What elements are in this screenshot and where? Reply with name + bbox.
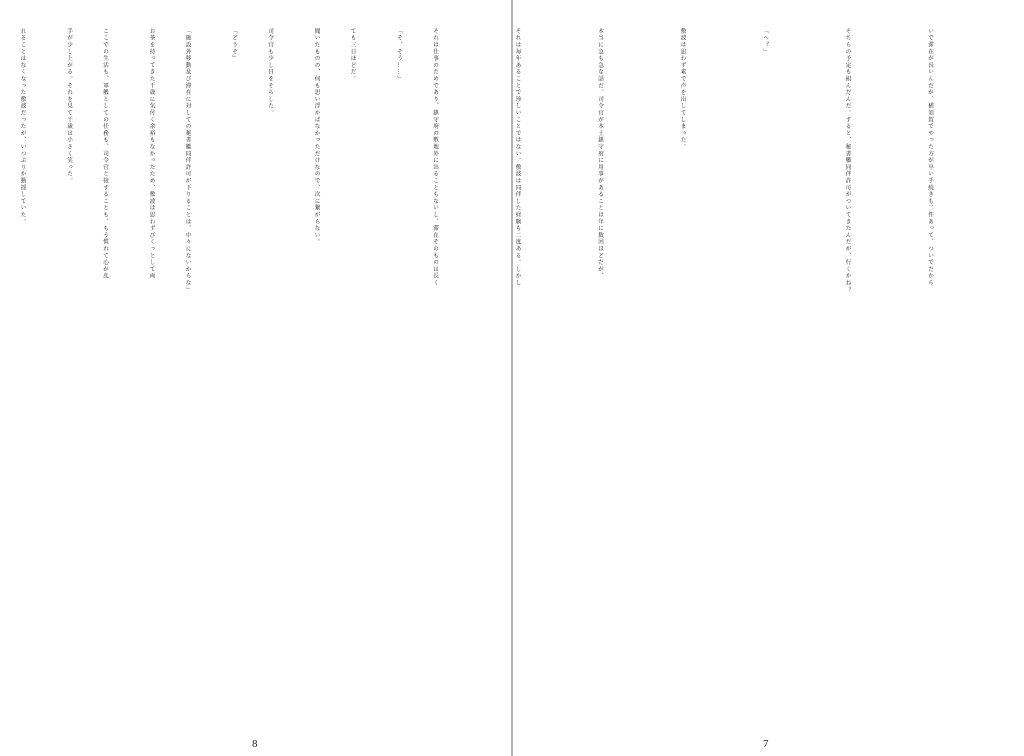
text-line: ても三日ほどだ。 bbox=[349, 28, 356, 83]
text-line: 本当に急も急な話だ。司令官が本土鎮守府に用事があることは年に数回ほどだが、 bbox=[597, 28, 603, 280]
page-number: 7 bbox=[763, 738, 769, 750]
text-line: いで滞在が長いんだが、横須賀でやった方が早い手続きも二件あって、ついでだから bbox=[927, 28, 933, 287]
text-line: 「そ、そう……」 bbox=[396, 28, 402, 83]
text-line: 聞いたものの、何も思い浮かばなかっただけなので、次に繋がらない。 bbox=[313, 28, 320, 246]
text-line: 手が少し上がる。それを見て千歳は小さく笑った。 bbox=[66, 28, 72, 185]
text-line: 司令官も少し目をそらした。 bbox=[267, 28, 273, 117]
text-line: そちらの予定も組んだんだ。すると、秘書艦同伴許可がついてきたんだが、行くかね？ bbox=[844, 28, 851, 294]
text-line: れることはなくなった敷波だったが、いつぶりか動揺していた。 bbox=[19, 28, 26, 226]
text-line: 「施設外移動及び滞在に対しての秘書艦同伴許可が下りることは、中々にないからな」 bbox=[184, 28, 191, 294]
text-line: それは仕事のためであり、鎮守府の敷地外に出ることもないし、滞在そのものは長く bbox=[432, 28, 438, 287]
text-line: それは毎年あることで珍しいことではない。敷波は同伴した経験も二度ある。しかし bbox=[514, 28, 521, 287]
text-line: 「どうぞ」 bbox=[231, 28, 237, 62]
text-line: お茶を持ってきた千歳に気付く余裕もなかったため、敷波は思わずびくっとして両 bbox=[148, 28, 155, 280]
text-line: 「へ？」 bbox=[762, 28, 768, 56]
text-line: ここでの生活も、軍艦としての任務も、司令官と接することも、もう慣れて心が乱 bbox=[102, 28, 108, 280]
page-number: 8 bbox=[252, 738, 258, 750]
text-line: 敷波は思わず素で声を出してしまった。 bbox=[679, 28, 686, 151]
